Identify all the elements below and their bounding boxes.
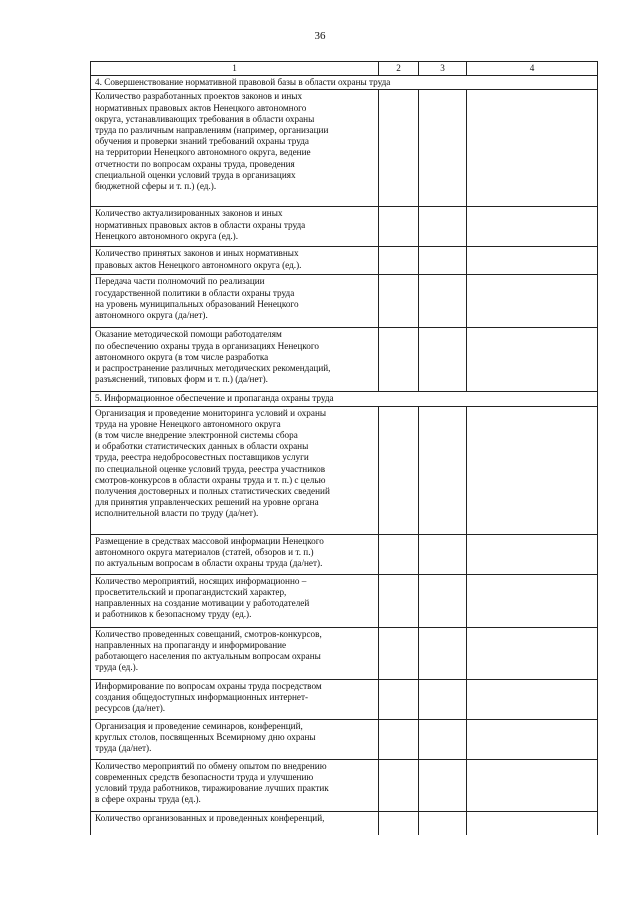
column-2-cell — [379, 275, 419, 328]
table-row — [91, 247, 598, 275]
column-2-header: 2 — [379, 62, 419, 76]
column-4-cell — [467, 811, 598, 835]
page-number: 36 — [314, 30, 326, 42]
section-5-title: 5. Информационное обеспечение и пропаганда охраны труда — [91, 392, 598, 406]
table-row — [91, 811, 598, 835]
indicator-description: Оказание методической помощи работодателям по обеспечению охраны труда в организациях Ненецкого автономного округа (в том числе разработка и распространение различных методических рекомендаций, разъяснений, типовых форм и т. п.) (да/нет). — [91, 328, 379, 392]
column-3-cell — [419, 534, 467, 574]
column-2-cell — [379, 574, 419, 627]
indicator-description: Количество мероприятий по обмену опытом по внедрению современных средств безопасности труда и улучшению условий труда работников, тиражирование лучших практик в сфере охраны труда (ед.). — [91, 759, 379, 811]
column-3-cell — [419, 574, 467, 627]
column-2-cell — [379, 679, 419, 719]
indicator-description: Количество принятых законов и иных нормативных правовых актов Ненецкого автономного округа (ед.). — [91, 247, 379, 275]
column-2-cell — [379, 627, 419, 679]
column-3-cell — [419, 247, 467, 275]
table-row — [91, 275, 598, 328]
table-row — [91, 534, 598, 574]
indicator-description: Передача части полномочий по реализации государственной политики в области охраны труда на уровень муниципальных образований Ненецкого автономного округа (да/нет). — [91, 275, 379, 328]
indicator-description: Организация и проведение семинаров, конференций, круглых столов, посвященных Всемирному дню охраны труда (да/нет). — [91, 719, 379, 759]
column-3-cell — [419, 406, 467, 534]
column-3-cell — [419, 90, 467, 207]
column-3-cell — [419, 679, 467, 719]
column-3-cell — [419, 811, 467, 835]
table-row — [91, 627, 598, 679]
column-2-cell — [379, 207, 419, 247]
indicator-description: Количество мероприятий, носящих информационно – просветительский и пропагандистский характер, направленных на создание мотивации у работодателей и работников к безопасному труду (ед.). — [91, 574, 379, 627]
column-4-cell — [467, 627, 598, 679]
column-4-cell — [467, 719, 598, 759]
column-3-cell — [419, 719, 467, 759]
section-4-title: 4. Совершенствование нормативной правовой базы в области охраны труда — [91, 76, 598, 90]
column-4-cell — [467, 574, 598, 627]
table-row — [91, 90, 598, 207]
indicator-description: Количество проведенных совещаний, смотров-конкурсов, направленных на пропаганду и информирование работающего населения по актуальным вопросам охраны труда (ед.). — [91, 627, 379, 679]
column-4-cell — [467, 534, 598, 574]
column-2-cell — [379, 719, 419, 759]
column-2-cell — [379, 534, 419, 574]
column-2-cell — [379, 328, 419, 392]
table-row — [91, 207, 598, 247]
column-3-cell — [419, 328, 467, 392]
indicator-description: Организация и проведение мониторинга условий и охраны труда на уровне Ненецкого автономного округа (в том числе внедрение электронной системы сбора и обработки статистических данных в области охраны труда, реестра недобросовестных поставщиков услуги по специальной оценке условий труда, реестра участников смотров-конкурсов в области охраны труда и т. п.) с целью получения достоверных и полных статистических сведений для принятия управленческих решений на уровне органа исполнительной власти по труду (да/нет). — [91, 406, 379, 534]
column-3-cell — [419, 207, 467, 247]
section-header-row — [91, 76, 598, 90]
column-4-cell — [467, 679, 598, 719]
section-header-row — [91, 392, 598, 406]
column-number-row — [91, 62, 598, 76]
table-row — [91, 719, 598, 759]
column-1-header: 1 — [91, 62, 379, 76]
column-4-cell — [467, 207, 598, 247]
column-4-header: 4 — [467, 62, 598, 76]
table-row — [91, 574, 598, 627]
column-4-cell — [467, 275, 598, 328]
indicator-description: Количество актуализированных законов и иных нормативных правовых актов в области охраны труда Ненецкого автономного округа (ед.). — [91, 207, 379, 247]
column-2-cell — [379, 759, 419, 811]
column-4-cell — [467, 759, 598, 811]
column-2-cell — [379, 90, 419, 207]
indicator-description: Количество разработанных проектов законов и иных нормативных правовых актов Ненецкого автономного округа, устанавливающих требования в области охраны труда по различным направлениям (например, организации обучения и проверки знаний требований охраны труда на территории Ненецкого автономного округа, ведение отчетности по вопросам охраны труда, проведения специальной оценки условий труда в организациях бюджетной сферы и т. п.) (ед.). — [91, 90, 379, 207]
column-3-cell — [419, 275, 467, 328]
column-2-cell — [379, 247, 419, 275]
column-3-cell — [419, 627, 467, 679]
table-row — [91, 759, 598, 811]
column-4-cell — [467, 328, 598, 392]
indicator-description: Информирование по вопросам охраны труда посредством создания общедоступных информационных интернет- ресурсов (да/нет). — [91, 679, 379, 719]
column-2-cell — [379, 406, 419, 534]
indicator-description: Размещение в средствах массовой информации Ненецкого автономного округа материалов (статей, обзоров и т. п.) по актуальным вопросам в области охраны труда (да/нет). — [91, 534, 379, 574]
indicators-table — [90, 61, 598, 835]
column-4-cell — [467, 247, 598, 275]
column-4-cell — [467, 406, 598, 534]
column-3-header: 3 — [419, 62, 467, 76]
table-row — [91, 679, 598, 719]
column-2-cell — [379, 811, 419, 835]
indicator-description: Количество организованных и проведенных конференций, — [91, 811, 379, 835]
column-4-cell — [467, 90, 598, 207]
column-3-cell — [419, 759, 467, 811]
table-row — [91, 406, 598, 534]
table-row — [91, 328, 598, 392]
